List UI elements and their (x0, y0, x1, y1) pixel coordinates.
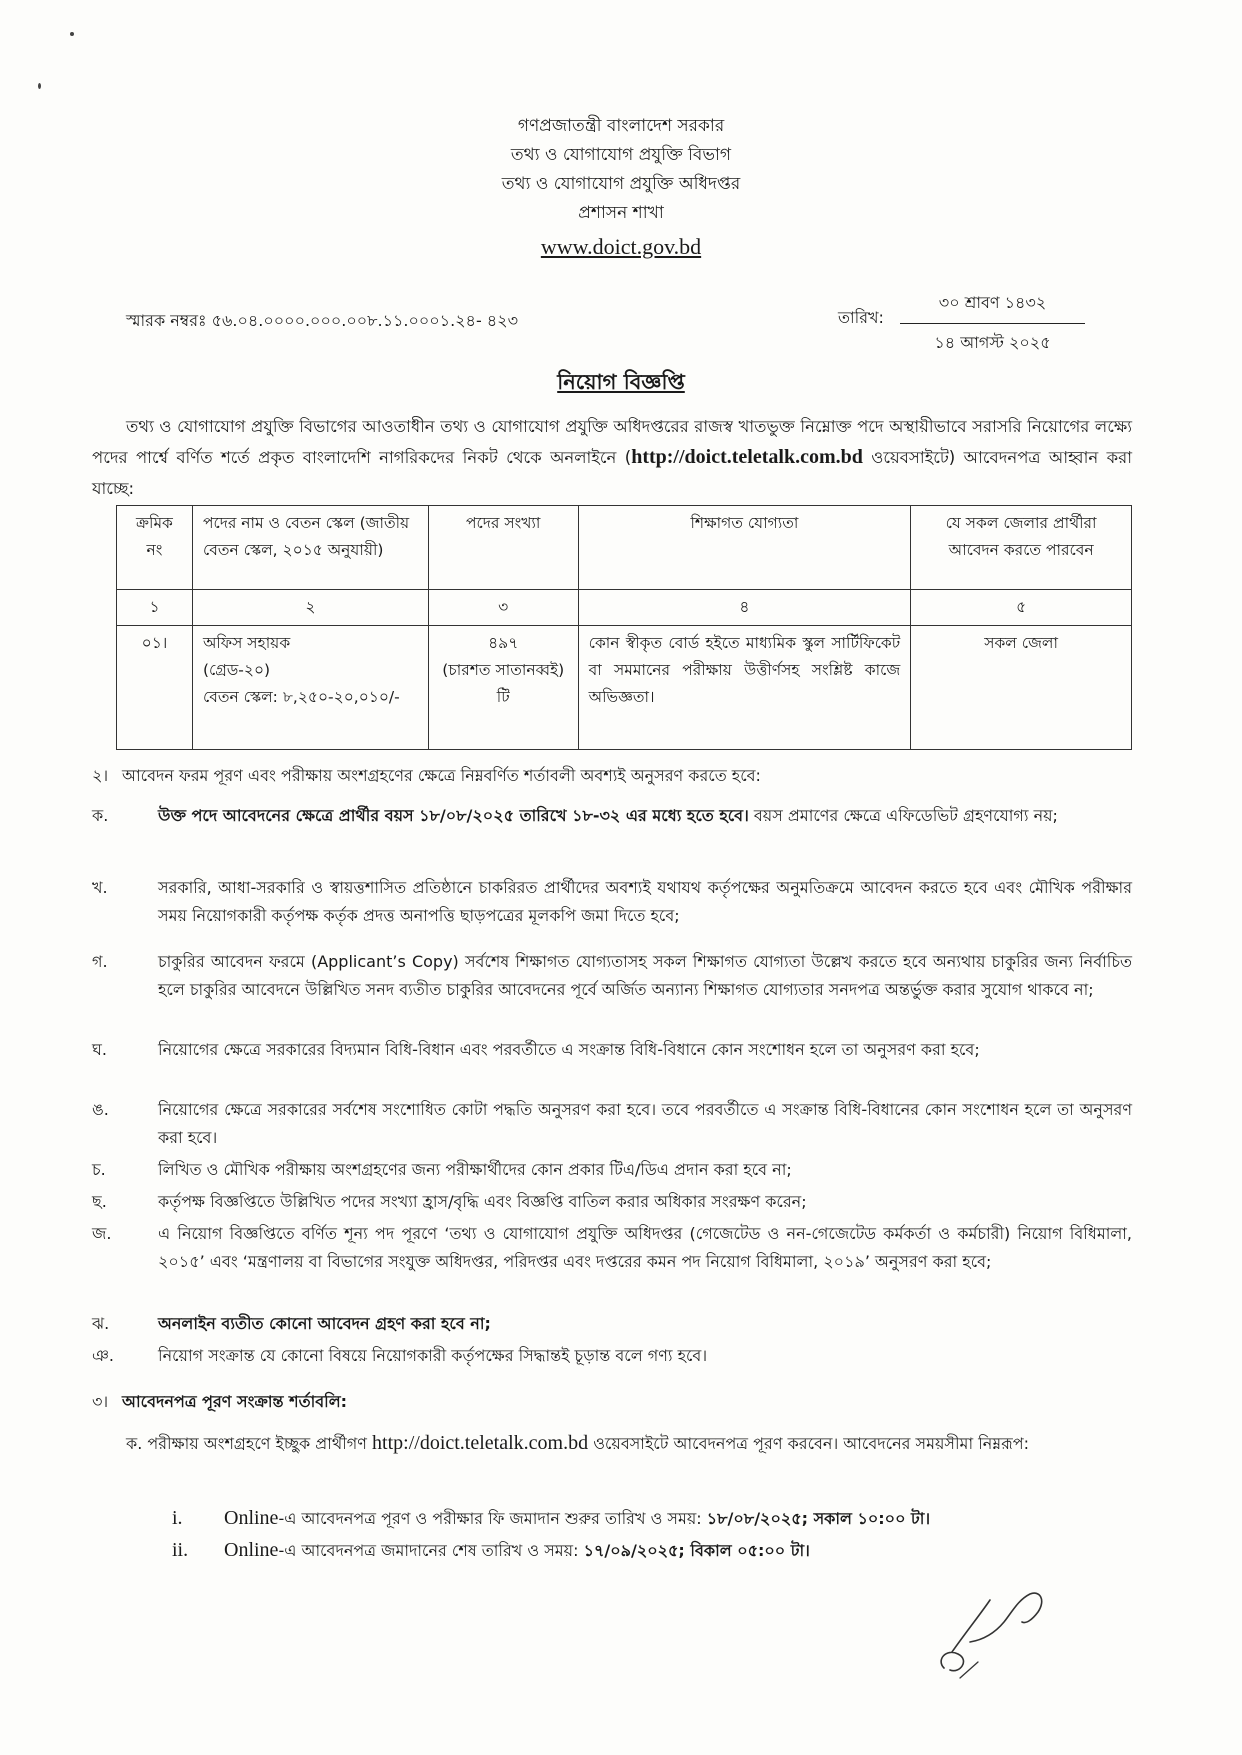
deadline-value: ১৭/০৯/২০২৫; বিকাল ০৫:০০ টা। (583, 1541, 810, 1560)
item-bold: উক্ত পদে আবেদনের ক্ষেত্রে প্রার্থীর বয়স ১৮/০৮/২০২৫ তারিখে ১৮-৩২ এর মধ্যে হতে হবে। (158, 806, 749, 825)
intro-paragraph (92, 411, 1132, 504)
application-url[interactable]: http://doict.teletalk.com.bd (631, 446, 863, 468)
section-3-item-a (126, 1428, 1136, 1459)
item-text: বয়স প্রমাণের ক্ষেত্রে এফিডেভিট গ্রহণযোগ্য নয়; (748, 806, 1058, 825)
scan-speck (38, 83, 41, 89)
roman-number: i. (172, 1507, 183, 1529)
item-text: লিখিত ও মৌখিক পরীক্ষায় অংশগ্রহণের জন্য পরীক্ষার্থীদের কোন প্রকার টিএ/ডিএ প্রদান করা হবে না; (158, 1160, 792, 1179)
post-name: অফিস সহায়ক (202, 634, 291, 652)
online-word: Online (224, 1539, 279, 1561)
column-number-row (117, 590, 1132, 626)
header-post: পদের নাম ও বেতন স্কেল (জাতীয় বেতন স্কেল, ২০১৫ অনুযায়ী) (192, 506, 428, 590)
row-count (428, 626, 578, 750)
col-number: ৪ (578, 590, 911, 626)
row-serial: ০১। (117, 626, 193, 750)
header-districts: যে সকল জেলার প্রার্থীরা আবেদন করতে পারবেন (911, 506, 1132, 590)
posts-table (116, 505, 1132, 750)
memo-number: স্মারক নম্বরঃ ৫৬.০৪.০০০০.০০০.০০৮.১১.০০০১.২৪- ৪২৩ (126, 311, 518, 330)
item-a-url[interactable]: http://doict.teletalk.com.bd (372, 1432, 589, 1454)
date-english: ১৪ আগস্ট ২০২৫ (934, 333, 1051, 352)
header-serial: ক্রমিক নং (117, 506, 193, 590)
item-a-text-after: ওয়েবসাইটে আবেদনপত্র পূরণ করবেন। আবেদনের সময়সীমা নিম্নরূপ: (588, 1434, 1030, 1453)
col-number: ২ (192, 590, 428, 626)
office-header (0, 112, 1242, 261)
item-mark: জ. (92, 1224, 112, 1243)
table-header-row (117, 506, 1132, 590)
item-text: চাকুরির আবেদন ফরমে (Applicant’s Copy) সর্বশেষ শিক্ষাগত যোগ্যতাসহ সকল শিক্ষাগত যোগ্যতা উল্লেখ করতে হবে অন্যথায় চাকুরির জন্য নির্বাচিত হলে চাকুরির আবেদনে উল্লিখিত সনদ ব্যতীত চাকুরির আবেদনের পূর্বে অর্জিত অন্যান্য শিক্ষাগত যোগ্যতার সনদপত্র অন্তর্ভুক্ত করার সুযোগ থাকবে না; (158, 952, 1132, 999)
deadline-text: -এ আবেদনপত্র পূরণ ও পরীক্ষার ফি জমাদান শুরুর তারিখ ও সময়: (278, 1509, 707, 1528)
row-post (192, 626, 428, 750)
deadline-value: ১৮/০৮/২০২৫; সকাল ১০:০০ টা। (706, 1509, 931, 1528)
section-number: ৩। (92, 1392, 109, 1411)
deadline-text: -এ আবেদনপত্র জমাদানের শেষ তারিখ ও সময়: (278, 1541, 584, 1560)
count-number: ৪৯৭ (488, 634, 519, 652)
section-2-heading (92, 762, 1132, 790)
post-pay-scale: বেতন স্কেল: ৮,২৫০-২০,০১০/- (202, 688, 400, 706)
item-mark: চ. (92, 1160, 106, 1179)
item-mark: ঞ. (92, 1346, 114, 1365)
online-word: Online (224, 1507, 279, 1529)
header-line: গণপ্রজাতন্ত্রী বাংলাদেশ সরকার (517, 116, 725, 136)
intro-tail: ওয়েবসাইটে) আবেদনপত্র আহ্বান করা যাচ্ছে: (92, 448, 1132, 498)
date-label: তারিখ: (838, 308, 884, 327)
item-mark: গ. (92, 952, 108, 971)
row-qualification: কোন স্বীকৃত বোর্ড হইতে মাধ্যমিক স্কুল সার্টিফিকেট বা সমমানের পরীক্ষায় উত্তীর্ণসহ সংশ্লিষ্ট কাজে অভিজ্ঞতা। (578, 626, 911, 750)
item-text: এ নিয়োগ বিজ্ঞপ্তিতে বর্ণিত শূন্য পদ পূরণে ‘তথ্য ও যোগাযোগ প্রযুক্তি অধিদপ্তর (গেজেটেড ও নন-গেজেটেড কর্মকর্তা ও কর্মচারী) নিয়োগ বিধিমালা, ২০১৫’ এবং ‘মন্ত্রণালয় বা বিভাগের সংযুক্ত অধিদপ্তর, পরিদপ্তর এবং দপ্তরের কমন পদ নিয়োগ বিধিমালা, ২০১৯’ অনুসরণ করা হবে; (158, 1224, 1132, 1271)
item-mark: ঝ. (92, 1314, 110, 1333)
website-link[interactable]: www.doict.gov.bd (540, 234, 702, 259)
item-a-text: ক. পরীক্ষায় অংশগ্রহণে ইচ্ছুক প্রার্থীগণ (126, 1434, 373, 1453)
item-bold: অনলাইন ব্যতীত কোনো আবেদন গ্রহণ করা হবে না; (158, 1314, 491, 1333)
item-mark: ঙ. (92, 1100, 109, 1119)
scan-speck (70, 32, 74, 36)
item-mark: ছ. (92, 1192, 107, 1211)
header-qualification: শিক্ষাগত যোগ্যতা (578, 506, 911, 590)
roman-number: ii. (172, 1539, 189, 1561)
date-bangla: ৩০ শ্রাবণ ১৪৩২ (900, 290, 1085, 324)
post-grade: (গ্রেড-২০) (202, 661, 271, 679)
col-number: ১ (117, 590, 193, 626)
col-number: ৫ (911, 590, 1132, 626)
item-text: নিয়োগের ক্ষেত্রে সরকারের সর্বশেষ সংশোধিত কোটা পদ্ধতি অনুসরণ করা হবে। তবে পরবর্তীতে এ সংক্রান্ত বিধি-বিধানের কোন সংশোধন হলে তা অনুসরণ করা হবে। (158, 1100, 1132, 1147)
item-mark: ঘ. (92, 1040, 107, 1059)
row-districts: সকল জেলা (911, 626, 1132, 750)
count-words: (চারশত সাতানব্বই) টি (442, 661, 565, 706)
header-count: পদের সংখ্যা (428, 506, 578, 590)
notice-title: নিয়োগ বিজ্ঞপ্তি (557, 370, 685, 394)
col-number: ৩ (428, 590, 578, 626)
table-row (117, 626, 1132, 750)
item-text: নিয়োগের ক্ষেত্রে সরকারের বিদ্যমান বিধি-বিধান এবং পরবর্তীতে এ সংক্রান্ত বিধি-বিধানে কোন সংশোধন হলে তা অনুসরণ করা হবে; (158, 1040, 980, 1059)
header-line: তথ্য ও যোগাযোগ প্রযুক্তি বিভাগ (510, 145, 732, 165)
header-line: তথ্য ও যোগাযোগ প্রযুক্তি অধিদপ্তর (501, 174, 741, 194)
section-title: আবেদন ফরম পূরণ এবং পরীক্ষায় অংশগ্রহণের ক্ষেত্রে নিম্নবর্ণিত শর্তাবলী অবশ্যই অনুসরণ করতে হবে: (122, 766, 761, 785)
section-title: আবেদনপত্র পূরণ সংক্রান্ত শর্তাবলি: (122, 1392, 348, 1411)
item-mark: খ. (92, 878, 108, 897)
date-block (900, 290, 1085, 357)
section-number: ২। (92, 766, 109, 785)
item-text: কর্তৃপক্ষ বিজ্ঞপ্তিতে উল্লিখিত পদের সংখ্যা হ্রাস/বৃদ্ধি এবং বিজ্ঞপ্তি বাতিল করার অধিকার সংরক্ষণ করেন; (158, 1192, 807, 1211)
signature (930, 1582, 1060, 1682)
header-line: প্রশাসন শাখা (578, 203, 664, 223)
item-text: নিয়োগ সংক্রান্ত যে কোনো বিষয়ে নিয়োগকারী কর্তৃপক্ষের সিদ্ধান্তই চূড়ান্ত বলে গণ্য হবে। (158, 1346, 708, 1365)
intro-text: তথ্য ও যোগাযোগ প্রযুক্তি বিভাগের আওতাধীন তথ্য ও যোগাযোগ প্রযুক্তি অধিদপ্তরের রাজস্ব খাতভুক্ত নিম্নোক্ত পদে অস্থায়ীভাবে সরাসরি নিয়োগের লক্ষ্যে পদের পার্শ্বে বর্ণিত শর্তে প্রকৃত বাংলাদেশি নাগরিকদের নিকট থেকে অনলাইনে ( (92, 417, 1132, 467)
item-mark: ক. (92, 806, 109, 825)
item-text: সরকারি, আধা-সরকারি ও স্বায়ত্তশাসিত প্রতিষ্ঠানে চাকরিরত প্রার্থীদের অবশ্যই যথাযথ কর্তৃপক্ষের অনুমতিক্রমে আবেদন করতে হবে এবং মৌখিক পরীক্ষার সময় নিয়োগকারী কর্তৃপক্ষ কর্তৃক প্রদত্ত অনাপত্তি ছাড়পত্রের মূলকপি জমা দিতে হবে; (158, 878, 1132, 925)
